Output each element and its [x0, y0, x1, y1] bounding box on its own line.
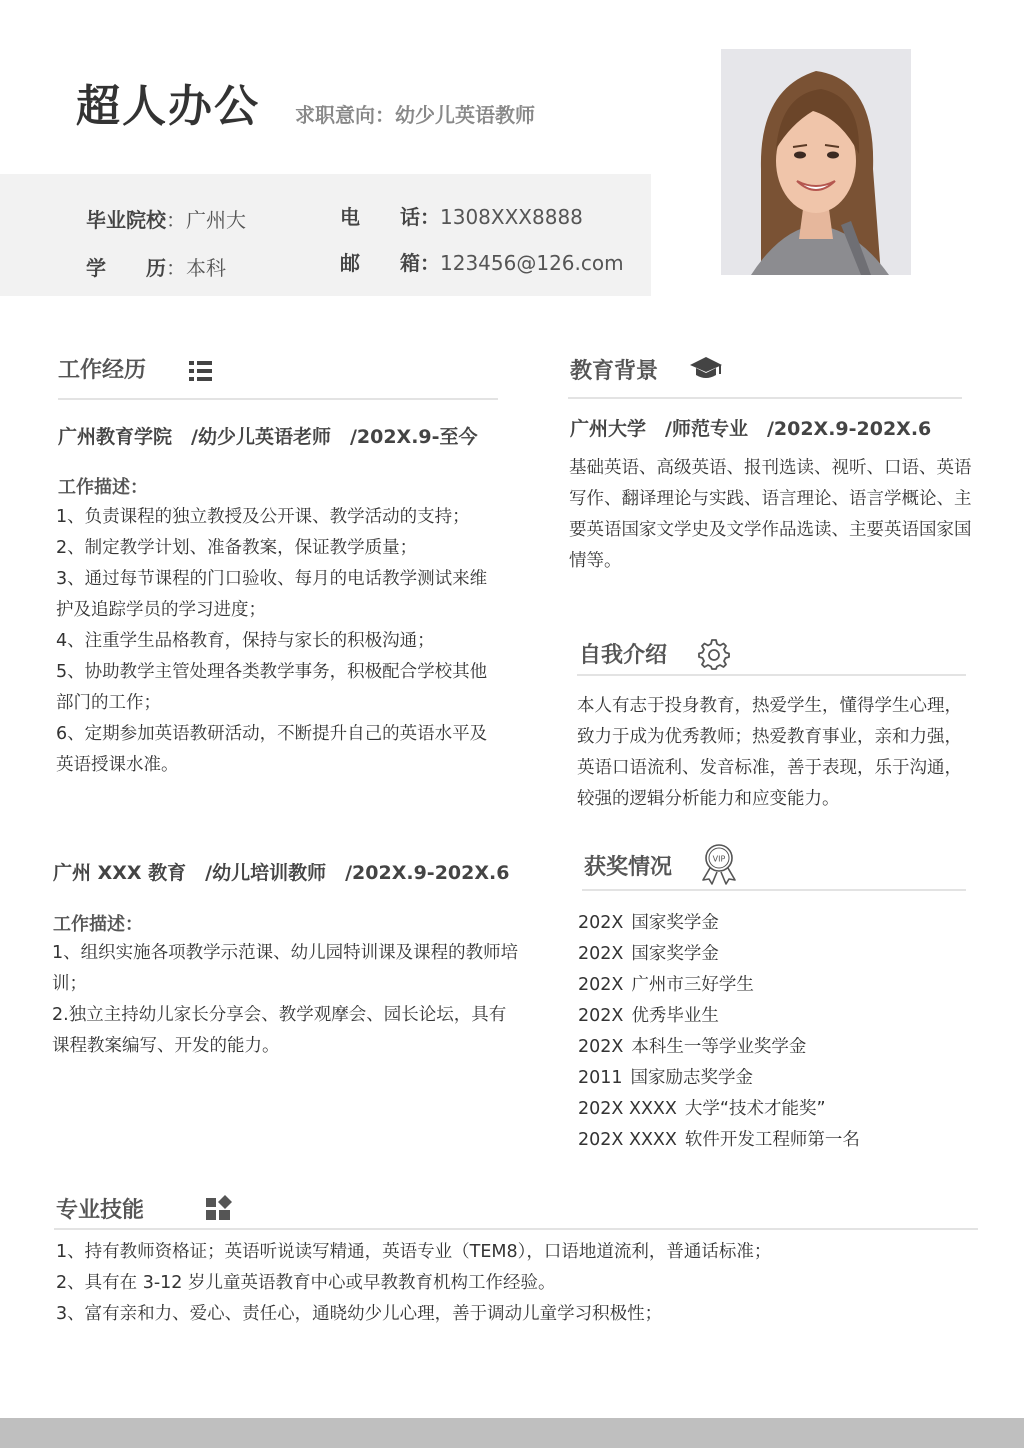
- about-section-divider: [577, 674, 966, 676]
- award-year: 202X: [578, 944, 624, 964]
- grid-icon: [205, 1195, 233, 1221]
- award-year: 202X: [578, 1006, 624, 1026]
- email-field: [340, 247, 624, 276]
- education-section-divider: [568, 397, 962, 399]
- job-2-desc-label: 工作描述：: [53, 914, 143, 935]
- gear-icon: [698, 638, 730, 670]
- job-1-line: 1、负责课程的独立教授及公开课、教学活动的支持；: [56, 507, 470, 527]
- phone-label: 电 话：: [340, 205, 440, 229]
- award-year: 202X: [578, 913, 624, 933]
- award-item: [578, 908, 958, 939]
- skill-item: 1、持有教师资格证；英语听说读写精通，英语专业（TEM8），口语地道流利，普通话标准；: [56, 1242, 772, 1262]
- footer-bar: [0, 1418, 1024, 1448]
- award-name: 国家奖学金: [631, 913, 719, 933]
- education-section-title: 教育背景: [570, 359, 659, 384]
- skill-item: 2、具有在 3-12 岁儿童英语教育中心或早教教育机构工作经验。: [56, 1273, 556, 1293]
- job-intent-label: 求职意向：: [295, 103, 395, 127]
- award-name: 软件开发工程师第一名: [684, 1130, 860, 1150]
- award-name: 国家奖学金: [631, 944, 719, 964]
- email-label: 邮 箱：: [340, 251, 440, 275]
- award-year: 2011: [578, 1068, 623, 1088]
- about-text: 本人有志于投身教育，热爱学生，懂得学生心理，致力于成为优秀教师；热爱教育事业，亲和力强，英语口语流利、发音标准，善于表现，乐于沟通，较强的逻辑分析能力和应变能力。: [577, 696, 962, 809]
- award-item: [578, 939, 958, 970]
- job-1-line: 4、注重学生品格教育，保持与家长的积极沟通；: [56, 631, 435, 651]
- skill-item: 3、富有亲和力、爱心、责任心，通晓幼少儿心理，善于调动儿童学习积极性；: [56, 1304, 663, 1324]
- award-year: 202X: [578, 1037, 624, 1057]
- vip-badge-text: VIP: [712, 854, 726, 864]
- job-1-description: [56, 502, 504, 781]
- education-title: 广州大学 /师范专业 /202X.9-202X.6: [570, 418, 932, 440]
- award-item: [578, 1125, 958, 1156]
- education-level-value: ：本科: [166, 256, 226, 280]
- about-section-title: 自我介绍: [579, 643, 668, 668]
- job-1-line: 2、制定教学计划、准备教案，保证教学质量；: [56, 538, 418, 558]
- skills-section-divider: [54, 1228, 978, 1230]
- vip-medal-icon: [699, 842, 739, 886]
- phone-value: 1308XXX8888: [440, 205, 583, 229]
- job-2-line: 1、组织实施各项教学示范课、幼儿园特训课及课程的教师培训；: [52, 943, 519, 994]
- award-year: 202X XXXX: [578, 1099, 677, 1119]
- job-1-title: 广州教育学院 /幼少儿英语老师 /202X.9-至今: [58, 426, 478, 448]
- work-section-title: 工作经历: [58, 358, 147, 383]
- job-2-description: [52, 938, 520, 1062]
- job-1-line: 6、定期参加英语教研活动，不断提升自己的英语水平及英语授课水准。: [56, 724, 488, 775]
- work-section-divider: [58, 398, 498, 400]
- award-item: [578, 1032, 958, 1063]
- award-item: [578, 1094, 958, 1125]
- job-1-line: 3、通过每节课程的门口验收、每月的电话教学测试来维护及追踪学员的学习进度；: [56, 569, 488, 620]
- school-value: ：广州大: [166, 208, 246, 232]
- award-name: 本科生一等学业奖学金: [631, 1037, 807, 1057]
- job-2-line: 2.独立主持幼儿家长分享会、教学观摩会、园长论坛，具有课程教案编写、开发的能力。: [52, 1005, 507, 1056]
- award-name: 大学“技术才能奖”: [684, 1099, 826, 1119]
- awards-section-title: 获奖情况: [584, 855, 673, 880]
- awards-section-divider: [582, 889, 966, 891]
- award-name: 广州市三好学生: [631, 975, 754, 995]
- job-intent: [295, 99, 535, 128]
- skills-list: [56, 1237, 986, 1330]
- profile-photo: [721, 49, 911, 275]
- award-year: 202X: [578, 975, 624, 995]
- candidate-name: 超人办公: [76, 81, 260, 132]
- education-level-field: [86, 252, 226, 281]
- award-item: [578, 970, 958, 1001]
- school-field: [86, 204, 246, 233]
- award-item: [578, 1063, 958, 1094]
- job-intent-value: 幼少儿英语教师: [395, 103, 535, 127]
- award-name: 优秀毕业生: [631, 1006, 719, 1026]
- list-icon: [188, 358, 214, 384]
- job-1-desc-label: 工作描述：: [58, 477, 148, 498]
- award-year: 202X XXXX: [578, 1130, 677, 1150]
- job-2-title: 广州 XXX 教育 /幼儿培训教师 /202X.9-202X.6: [53, 862, 510, 884]
- school-label: 毕业院校: [86, 208, 166, 232]
- education-level-label: 学 历: [86, 256, 166, 280]
- email-value: 123456@126.com: [440, 251, 624, 275]
- award-item: [578, 1001, 958, 1032]
- job-1-line: 5、协助教学主管处理各类教学事务，积极配合学校其他部门的工作；: [56, 662, 488, 713]
- skills-section-title: 专业技能: [56, 1198, 145, 1223]
- graduation-cap-icon: [688, 355, 724, 381]
- education-courses: 基础英语、高级英语、报刊选读、视听、口语、英语写作、翻译理论与实践、语言理论、语言学概论、主要英语国家文学史及文学作品选读、主要英语国家国情等。: [569, 458, 972, 571]
- phone-field: [340, 201, 583, 230]
- award-name: 国家励志奖学金: [630, 1068, 754, 1088]
- awards-list: [578, 908, 958, 1156]
